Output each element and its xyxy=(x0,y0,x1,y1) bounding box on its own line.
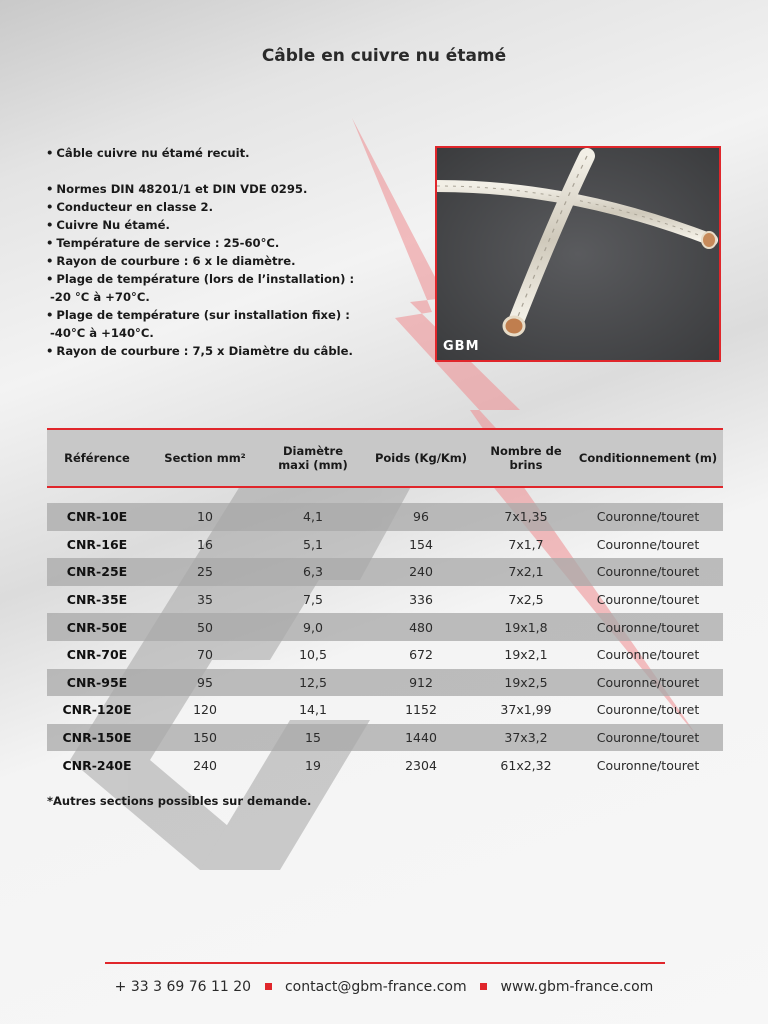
table-cell: 12,5 xyxy=(263,669,363,697)
table-row xyxy=(47,531,723,559)
table-row xyxy=(47,751,723,779)
column-header: Conditionnement (m) xyxy=(573,429,723,487)
bullet-icon: • xyxy=(46,344,54,358)
table-cell: 1152 xyxy=(405,702,437,718)
table-cell: 25 xyxy=(147,558,263,586)
column-header: Section mm² xyxy=(147,429,263,487)
table-cell: 50 xyxy=(147,613,263,641)
footer-separator-icon xyxy=(480,983,487,990)
table-cell: 35 xyxy=(197,592,213,608)
feature-text-continuation: -40°C à +140°C. xyxy=(50,326,154,340)
feature-item xyxy=(46,342,386,360)
reference-cell: CNR-70E xyxy=(66,647,128,663)
column-header: Poids (Kg/Km) xyxy=(363,429,479,487)
cable-photo-illustration xyxy=(437,148,719,360)
feature-item xyxy=(46,252,386,270)
feature-text: Plage de température (sur installation fixe) : xyxy=(56,308,350,322)
table-cell: 70 xyxy=(197,647,213,663)
photo-logo: GBM xyxy=(443,339,480,354)
table-cell: 240 xyxy=(363,558,479,586)
table-cell: 37x3,2 xyxy=(479,724,573,752)
reference-cell: CNR-120E xyxy=(62,702,132,718)
feature-item xyxy=(46,198,386,216)
table-row xyxy=(47,613,723,641)
footer-email[interactable]: contact@gbm-france.com xyxy=(284,979,467,995)
column-header: Diamètre maxi (mm) xyxy=(263,429,363,487)
feature-text: Câble cuivre nu étamé recuit. xyxy=(56,146,250,160)
reference-cell: CNR-25E xyxy=(47,558,147,586)
table-cell: 7x2,1 xyxy=(479,558,573,586)
feature-text: Cuivre Nu étamé. xyxy=(56,218,170,232)
table-cell: 10,5 xyxy=(299,647,327,663)
reference-cell: CNR-95E xyxy=(47,669,147,697)
reference-cell: CNR-35E xyxy=(66,592,128,608)
table-cell: Couronne/touret xyxy=(596,702,700,718)
table-cell: Couronne/touret xyxy=(573,724,723,752)
feature-item xyxy=(46,234,386,252)
footer-contact xyxy=(0,979,768,995)
feature-text: Plage de température (lors de l’installation) : xyxy=(56,272,355,286)
table-row xyxy=(47,503,723,531)
table-cell: 7,5 xyxy=(303,592,323,608)
table-cell: 672 xyxy=(409,647,433,663)
table-cell: Couronne/touret xyxy=(596,536,700,552)
table-cell: 336 xyxy=(409,592,433,608)
bullet-icon: • xyxy=(46,254,54,268)
feature-item xyxy=(46,306,386,342)
table-cell: 480 xyxy=(363,613,479,641)
table-row xyxy=(47,558,723,586)
feature-item xyxy=(46,270,386,306)
table-cell: 7x2,5 xyxy=(508,592,544,608)
reference-cell: CNR-16E xyxy=(66,536,128,552)
table-cell: 2304 xyxy=(405,757,437,773)
bullet-icon: • xyxy=(46,272,54,286)
feature-item xyxy=(46,180,386,198)
table-cell: 7x1,35 xyxy=(479,503,573,531)
table-cell: 5,1 xyxy=(303,536,323,552)
table-cell: Couronne/touret xyxy=(573,558,723,586)
table-row xyxy=(47,724,723,752)
table-cell: 95 xyxy=(147,669,263,697)
table-cell: 7x1,7 xyxy=(508,536,544,552)
feature-text: Rayon de courbure : 6 x le diamètre. xyxy=(56,254,296,268)
footer-website[interactable]: www.gbm-france.com xyxy=(500,979,654,995)
table-cell: 150 xyxy=(147,724,263,752)
table-cell: Couronne/touret xyxy=(596,757,700,773)
feature-text: Normes DIN 48201/1 et DIN VDE 0295. xyxy=(56,182,308,196)
reference-cell: CNR-240E xyxy=(62,757,132,773)
table-row xyxy=(47,669,723,697)
table-spacer xyxy=(47,487,723,503)
reference-cell: CNR-150E xyxy=(47,724,147,752)
feature-item xyxy=(46,144,386,162)
table-cell: Couronne/touret xyxy=(596,592,700,608)
feature-text: Rayon de courbure : 7,5 x Diamètre du câble. xyxy=(56,344,353,358)
table-cell: 15 xyxy=(263,724,363,752)
table-cell: 912 xyxy=(363,669,479,697)
column-header: Nombre de brins xyxy=(479,429,573,487)
bullet-icon: • xyxy=(46,236,54,250)
feature-item xyxy=(46,216,386,234)
product-table xyxy=(47,428,723,779)
footer-divider xyxy=(105,962,665,964)
table-cell: 14,1 xyxy=(299,702,327,718)
table-cell: Couronne/touret xyxy=(596,647,700,663)
table-cell: 61x2,32 xyxy=(500,757,552,773)
table-cell: 19 xyxy=(305,757,321,773)
product-table-container xyxy=(47,428,723,779)
table-body xyxy=(47,487,723,779)
page-title: Câble en cuivre nu étamé xyxy=(261,46,507,66)
feature-text: Conducteur en classe 2. xyxy=(56,200,213,214)
footer-phone: + 33 3 69 76 11 20 xyxy=(114,979,252,995)
table-cell: 9,0 xyxy=(263,613,363,641)
table-cell: 19x1,8 xyxy=(479,613,573,641)
feature-text-continuation: -20 °C à +70°C. xyxy=(50,290,150,304)
reference-cell: CNR-10E xyxy=(47,503,147,531)
table-cell: Couronne/touret xyxy=(573,669,723,697)
table-cell: 19x2,1 xyxy=(504,647,548,663)
table-cell: 120 xyxy=(193,702,217,718)
table-cell: 19x2,5 xyxy=(479,669,573,697)
table-row xyxy=(47,641,723,669)
footnote: *Autres sections possibles sur demande. xyxy=(47,794,312,808)
bullet-icon: • xyxy=(46,218,54,232)
table-cell: 6,3 xyxy=(263,558,363,586)
table-cell: 1440 xyxy=(363,724,479,752)
table-cell: Couronne/touret xyxy=(573,613,723,641)
reference-cell: CNR-50E xyxy=(47,613,147,641)
table-cell: 4,1 xyxy=(263,503,363,531)
bullet-icon: • xyxy=(46,308,54,322)
feature-text: Température de service : 25-60°C. xyxy=(56,236,280,250)
footer-separator-icon xyxy=(265,983,272,990)
table-cell: 154 xyxy=(409,536,433,552)
table-cell: 16 xyxy=(197,536,213,552)
column-header: Référence xyxy=(47,429,147,487)
table-header-row xyxy=(47,429,723,487)
table-row xyxy=(47,696,723,724)
bullet-icon: • xyxy=(46,182,54,196)
product-photo xyxy=(435,146,721,362)
table-cell: 37x1,99 xyxy=(500,702,552,718)
table-cell: Couronne/touret xyxy=(573,503,723,531)
table-cell: 10 xyxy=(147,503,263,531)
table-cell: 240 xyxy=(193,757,217,773)
bullet-icon: • xyxy=(46,200,54,214)
bullet-icon: • xyxy=(46,146,54,160)
feature-list xyxy=(46,144,386,360)
table-cell: 96 xyxy=(363,503,479,531)
table-row xyxy=(47,586,723,614)
